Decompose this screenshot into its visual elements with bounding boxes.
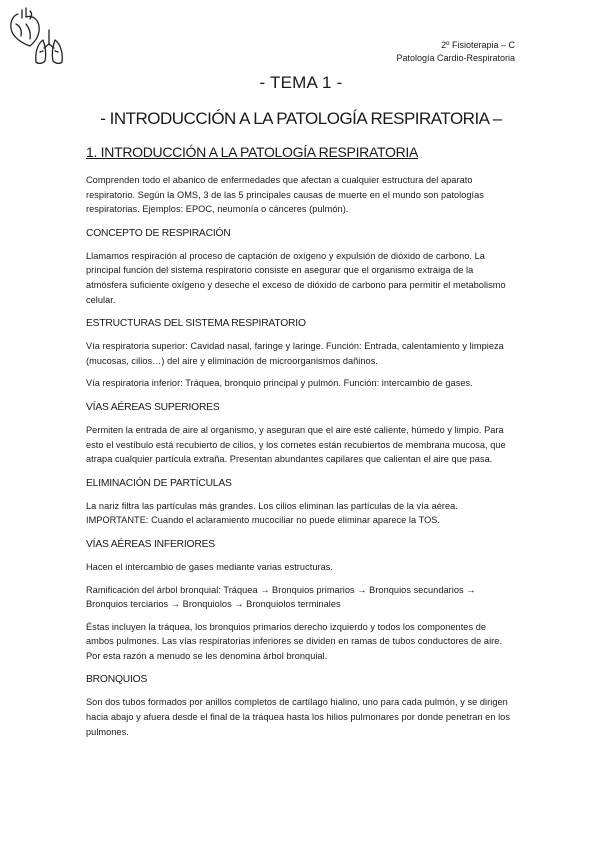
- vias-inferiores-paragraph-2: Ramificación del árbol bronquial: Tráquea → Bronquios primarios → Bronquios secundarios → Bronquios terciarios → Bronquiolos → Bronquiolos terminales: [86, 584, 476, 610]
- estructuras-paragraph-1: Vía respiratoria superior: Cavidad nasal, faringe y laringe. Función: Entrada, calentamiento y limpieza (mucosas, cilios…) del aire y eliminación de microorganismos dañinos.: [86, 341, 504, 366]
- intro-paragraph: Comprenden todo el abanico de enfermedades que afectan a cualquier estructura del aparato respiratorio. Según la OMS, 3 de las 5 principales causas de muerte en el mundo son patologías respiratorias. Ejemplos: EPOC, neumonía o cánceres (pulmón).: [86, 175, 484, 215]
- course-line-1: 2º Fisioterapia – C: [441, 40, 515, 50]
- document-body: [86, 72, 516, 739]
- tema-title: - TEMA 1 -: [259, 73, 343, 92]
- concepto-heading: CONCEPTO DE RESPIRACIÓN: [86, 227, 231, 239]
- vias-superiores-heading: VÍAS AÉREAS SUPERIORES: [86, 401, 220, 413]
- eliminacion-line-2: IMPORTANTE: Cuando el aclaramiento mucociliar no puede eliminar aparece la TOS.: [86, 515, 441, 526]
- estructuras-heading: ESTRUCTURAS DEL SISTEMA RESPIRATORIO: [86, 318, 306, 330]
- course-info: [396, 39, 515, 65]
- section-1-title: 1. INTRODUCCIÓN A LA PATOLOGÍA RESPIRATORIA: [86, 144, 419, 160]
- eliminacion-heading: ELIMINACIÓN DE PARTÍCULAS: [86, 477, 232, 489]
- eliminacion-paragraph: [86, 499, 516, 528]
- bronquios-heading: BRONQUIOS: [86, 674, 148, 686]
- bronquios-paragraph: Son dos tubos formados por anillos completos de cartílago hialino, uno para cada pulmón, y se dirigen hacia abajo y afuera desde el final de la tráquea hasta los hilios pulmonares por donde penetran en los pulmones.: [86, 697, 510, 737]
- vias-inferiores-paragraph-3: Éstas incluyen la tráquea, los bronquios primarios derecho izquierdo y todos los componentes de ambos pulmones. Las vías respiratorias inferiores se dividen en ramas de tubos conductores de aire. Por esta razón a menudo se les denomina árbol bronquial.: [86, 621, 503, 661]
- concepto-paragraph: Llamamos respiración al proceso de captación de oxígeno y expulsión de dióxido de carbono. La principal función del sistema respiratorio consiste en asegurar que el organismo extraiga de la atmósfera suficiente oxígeno y deseche el exceso de dióxido de carbono para permitir el metabolismo celular.: [86, 250, 506, 305]
- document-subtitle: - INTRODUCCIÓN A LA PATOLOGÍA RESPIRATORIA –: [100, 109, 502, 128]
- vias-inferiores-paragraph-1: Hacen el intercambio de gases mediante varias estructuras.: [86, 561, 334, 572]
- estructuras-paragraph-2: Vía respiratoria inferior: Tráquea, bronquio principal y pulmón. Función: intercambio de gases.: [86, 378, 473, 389]
- vias-inferiores-heading: VÍAS AÉREAS INFERIORES: [86, 538, 215, 550]
- eliminacion-line-1: La nariz filtra las partículas más grandes. Los cilios eliminan las partículas de la vía aérea.: [86, 500, 458, 511]
- heart-lungs-icon: [4, 4, 70, 70]
- vias-superiores-paragraph: Permiten la entrada de aire al organismo, y aseguran que el aire esté caliente, húmedo y limpio. Para esto el vestíbulo está recubierto de cilios, y los cornetes están recubiertos de membrana mucosa, que atrapa cualquier partícula extraña. Presentan abundantes capilares que calientan el aire que pasa.: [86, 424, 506, 465]
- course-line-2: Patología Cardio-Respiratoria: [396, 53, 515, 63]
